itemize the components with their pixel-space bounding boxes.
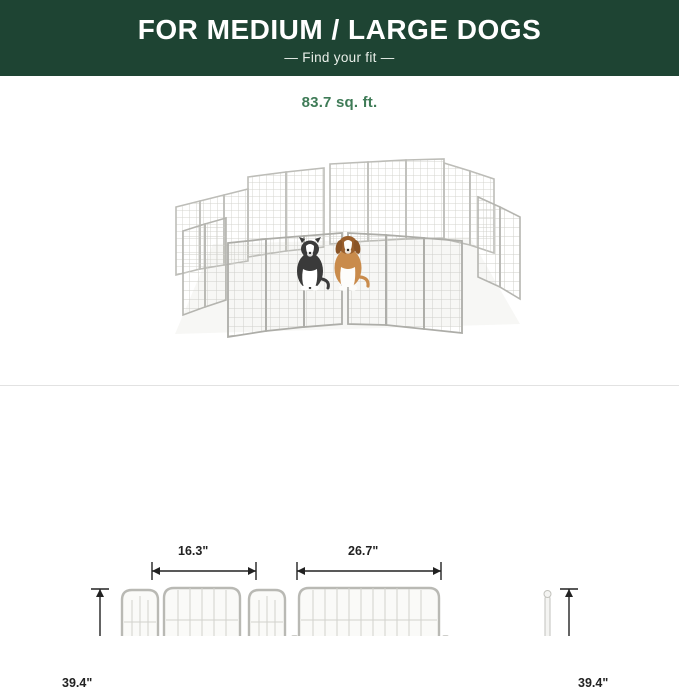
dimension-svg xyxy=(0,386,679,636)
vertical-post xyxy=(544,591,551,637)
pen-panels-left xyxy=(183,218,226,315)
page-subtitle: — Find your fit — xyxy=(284,50,395,66)
height-dimension-right xyxy=(560,589,578,636)
dimension-diagram xyxy=(0,386,679,690)
dimension-label-height-left: 39.4" xyxy=(62,676,93,690)
dimension-label-wide-width: 26.7" xyxy=(348,544,379,558)
panel-group-narrow xyxy=(120,588,287,636)
height-dimension-left xyxy=(91,589,109,636)
playpen-illustration xyxy=(0,119,679,381)
header-banner xyxy=(0,0,679,76)
dimension-label-narrow-width: 16.3" xyxy=(178,544,209,558)
page-title: FOR MEDIUM / LARGE DOGS xyxy=(137,13,542,45)
area-label: 83.7 sq. ft. xyxy=(301,94,378,111)
panel-group-wide xyxy=(291,588,449,636)
dimension-label-height-right: 39.4" xyxy=(578,676,609,690)
playpen-svg xyxy=(0,119,679,381)
width-dimension-lines xyxy=(152,562,441,580)
